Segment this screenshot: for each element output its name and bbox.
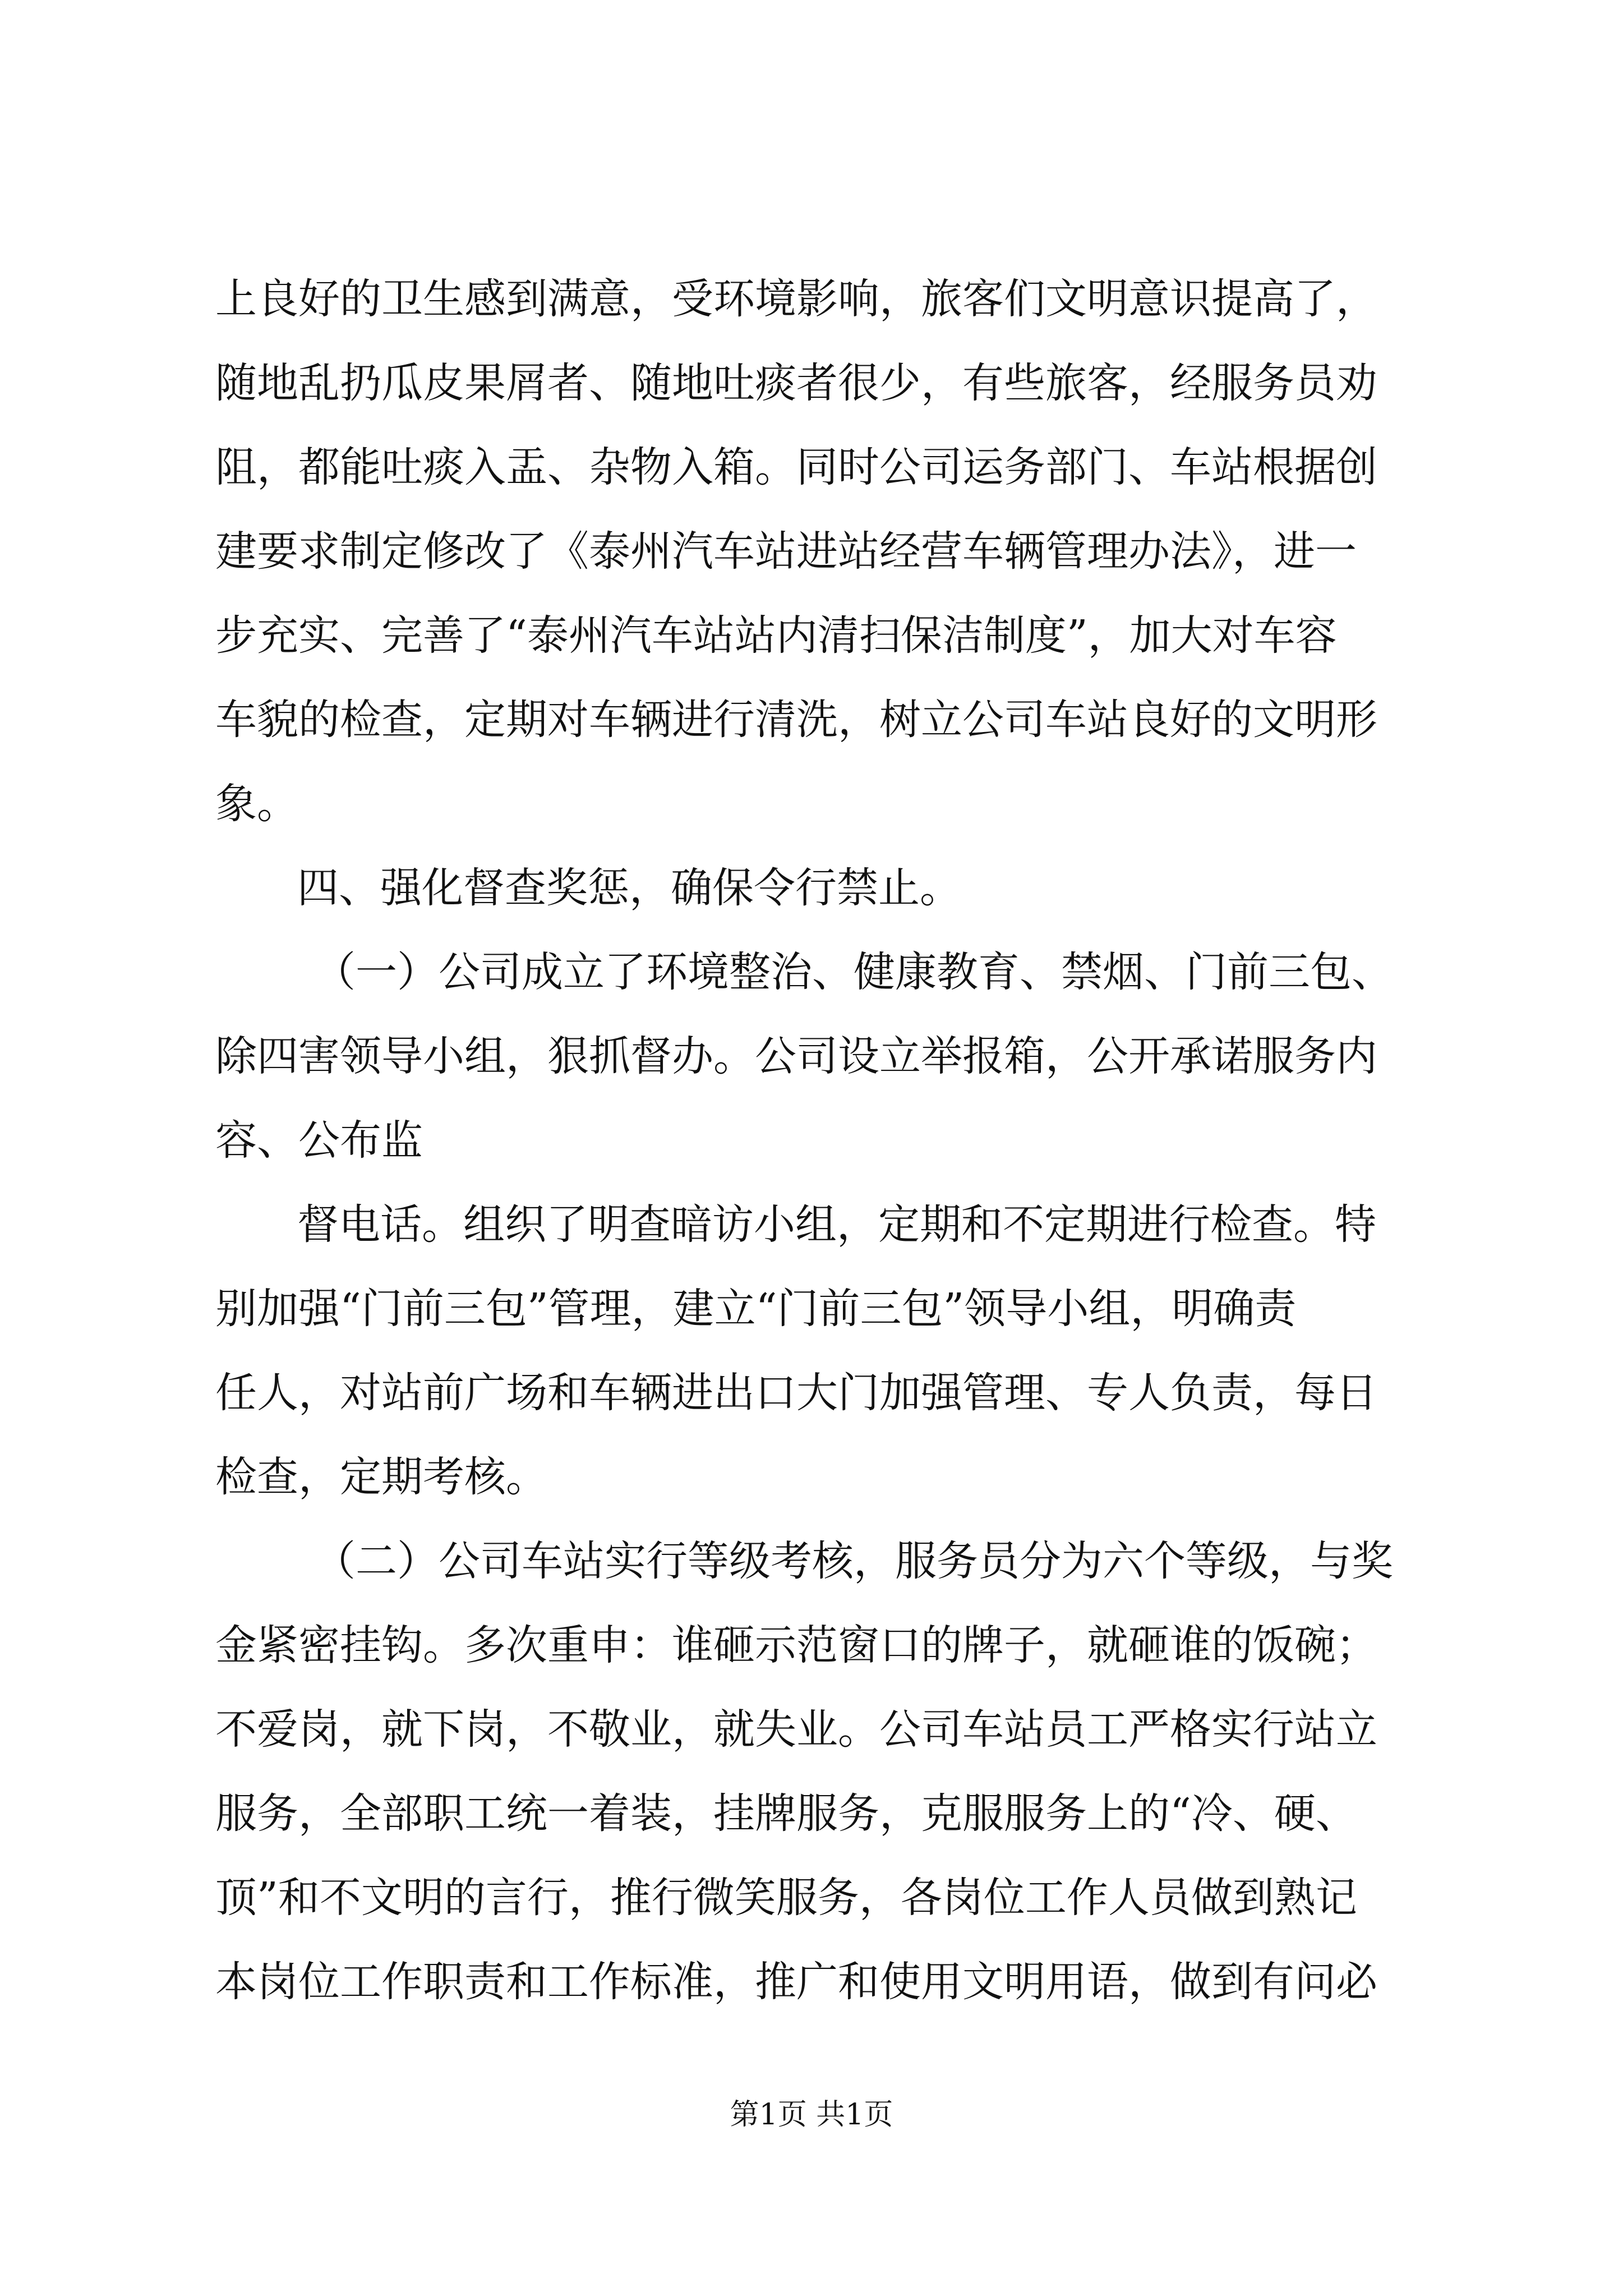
body-line-4: 建要求制定修改了《泰州汽车站进站经营车辆管理办法》，进一 xyxy=(215,527,1357,576)
page-footer: 第1页 共1页 xyxy=(730,2098,893,2132)
body-line-11: 容、公布监 xyxy=(215,1116,423,1165)
body-line-19: 服务，全部职工统一着装，挂牌服务，克服服务上的“冷、硬、 xyxy=(215,1789,1357,1838)
body-line-9: （一）公司成立了环境整治、健康教育、禁烟、门前三包、 xyxy=(314,948,1393,996)
body-line-5: 步充实、完善了“泰州汽车站站内清扫保洁制度”，加大对车容 xyxy=(215,611,1337,660)
body-line-18: 不爱岗，就下岗，不敬业，就失业。公司车站员工严格实行站立 xyxy=(215,1705,1377,1754)
body-line-15: 检查，定期考核。 xyxy=(215,1453,547,1501)
body-line-12: 督电话。组织了明查暗访小组，定期和不定期进行检查。特 xyxy=(297,1200,1376,1249)
body-line-1: 上良好的卫生感到满意，受环境影响，旅客们文明意识提高了， xyxy=(215,275,1377,323)
body-line-16: （二）公司车站实行等级考核，服务员分为六个等级，与奖 xyxy=(314,1537,1393,1585)
body-line-13: 别加强“门前三包”管理，建立“门前三包”领导小组，明确责 xyxy=(215,1285,1297,1333)
body-line-6: 车貌的检查，定期对车辆进行清洗，树立公司车站良好的文明形 xyxy=(215,696,1377,744)
section-heading: 四、强化督查奖惩，确保令行禁止。 xyxy=(297,864,961,912)
body-line-10: 除四害领导小组，狠抓督办。公司设立举报箱，公开承诺服务内 xyxy=(215,1032,1377,1080)
body-line-2: 随地乱扔瓜皮果屑者、随地吐痰者很少，有些旅客，经服务员劝 xyxy=(215,359,1377,407)
body-line-21: 本岗位工作职责和工作标准，推广和使用文明用语，做到有问必 xyxy=(215,1958,1377,2006)
body-line-3: 阻，都能吐痰入盂、杂物入箱。同时公司运务部门、车站根据创 xyxy=(215,443,1377,491)
body-line-20: 顶”和不文明的言行，推行微笑服务，各岗位工作人员做到熟记 xyxy=(215,1874,1357,1922)
body-line-14: 任人，对站前广场和车辆进出口大门加强管理、专人负责，每日 xyxy=(215,1369,1377,1417)
body-line-7: 象。 xyxy=(215,780,298,828)
body-line-17: 金紧密挂钩。多次重申：谁砸示范窗口的牌子，就砸谁的饭碗； xyxy=(215,1621,1377,1669)
